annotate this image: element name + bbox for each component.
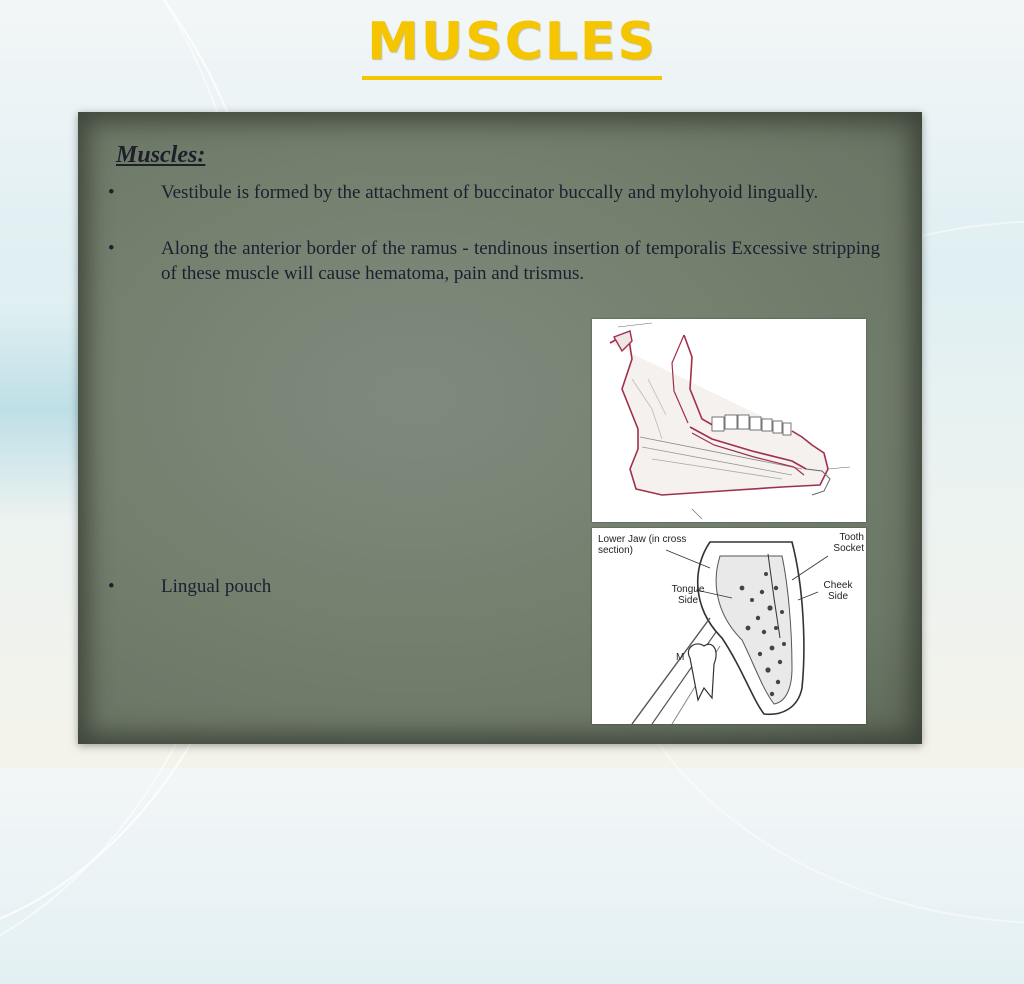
mandible-drawing [592, 319, 866, 522]
label-cheek-side: Cheek Side [823, 580, 853, 602]
jaw-cross-section-illustration [592, 528, 866, 724]
label-tooth-socket: Tooth Socket [833, 532, 864, 554]
label-m: M [676, 652, 685, 663]
slide-title: MUSCLES [367, 12, 657, 72]
label-tongue-side: Tongue Side [671, 584, 705, 606]
bullet-marker: • [108, 576, 115, 597]
bullet-marker: • [108, 182, 115, 203]
panel-heading: Muscles: [116, 142, 206, 168]
bullet-text: Along the anterior border of the ramus - tendinous insertion of temporalis Excessive stripping of these muscle will cause hematoma, pain and trismus. [161, 238, 880, 284]
bullet-text: Vestibule is formed by the attachment of buccinator buccally and mylohyoid lingually. [161, 182, 819, 203]
bullet-marker: • [108, 238, 115, 259]
background-accent [0, 300, 90, 520]
cross-section-drawing [592, 528, 866, 724]
label-lower-jaw: Lower Jaw (in cross section) [598, 534, 687, 556]
content-panel [78, 112, 922, 744]
bullet-text: Lingual pouch [161, 576, 272, 597]
title-underline [362, 76, 662, 80]
mandible-illustration [592, 319, 866, 522]
